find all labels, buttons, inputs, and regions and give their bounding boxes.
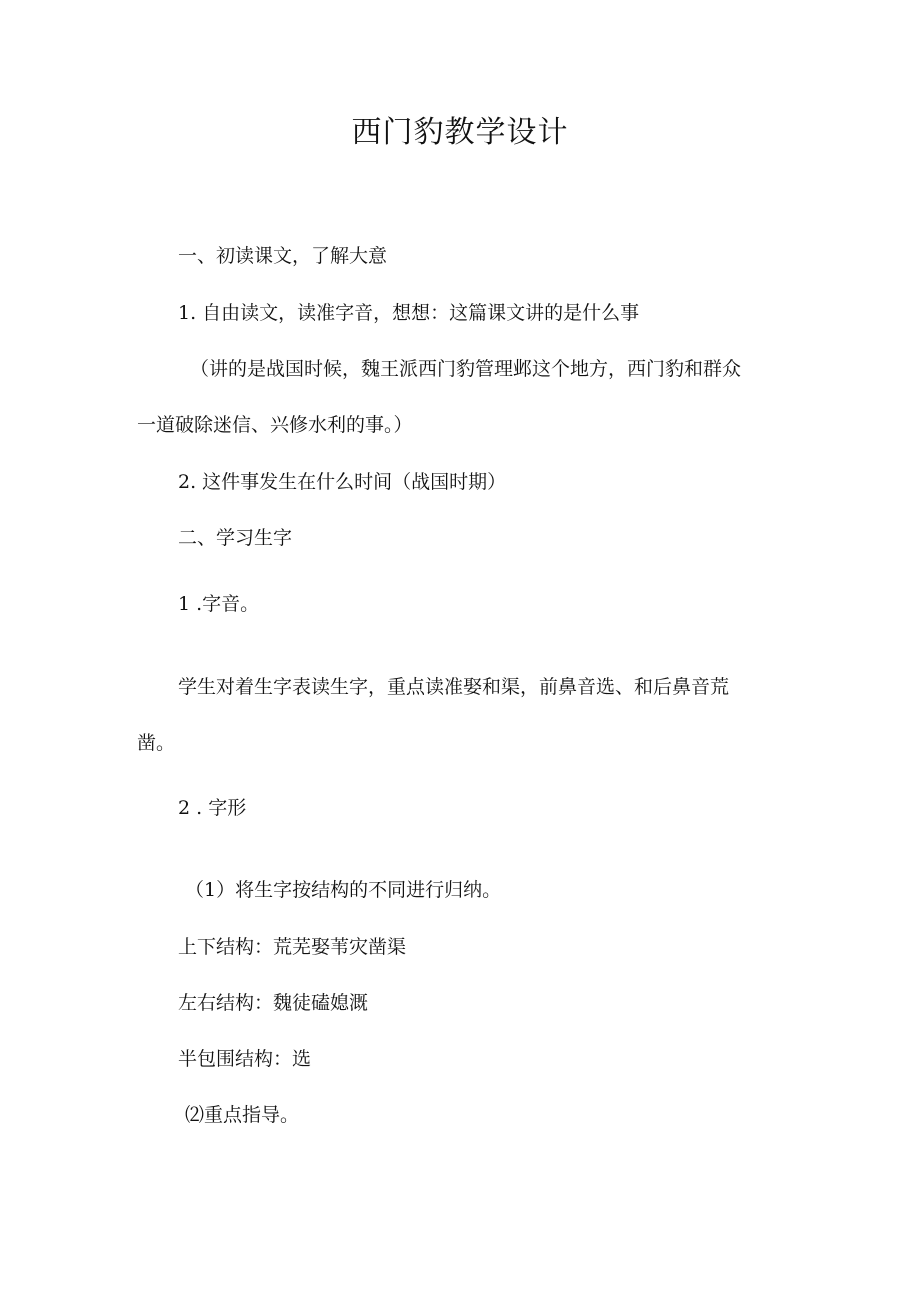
section-heading-2: 二、学习生字 [178, 527, 293, 549]
paragraph-line: 一道破除迷信、兴修水利的事。） [137, 414, 413, 436]
paragraph-line: ⑵重点指导。 [185, 1104, 300, 1126]
paragraph-line: （1）将生字按结构的不同进行归纳。 [185, 879, 502, 901]
document-title: 西门豹教学设计 [351, 115, 569, 150]
paragraph-line: 半包围结构：选 [178, 1048, 312, 1070]
subheading: 1 .字音。 [178, 593, 260, 615]
paragraph-line: 学生对着生字表读生字，重点读准娶和渠，前鼻音选、和后鼻音荒 [178, 676, 730, 698]
paragraph-line: 1. 自由读文，读准字音，想想：这篇课文讲的是什么事 [178, 302, 640, 324]
section-heading-1: 一、初读课文，了解大意 [178, 245, 388, 267]
paragraph-line: （讲的是战国时候，魏王派西门豹管理邺这个地方，西门豹和群众 [190, 358, 742, 380]
subheading: 2 . 字形 [178, 797, 247, 819]
paragraph-line: 2. 这件事发生在什么时间（战国时期） [178, 471, 507, 493]
paragraph-line: 左右结构：魏徒磕媳溉 [178, 992, 369, 1014]
paragraph-line: 凿。 [137, 732, 176, 754]
paragraph-line: 上下结构：荒芜娶苇灾凿渠 [178, 936, 407, 958]
